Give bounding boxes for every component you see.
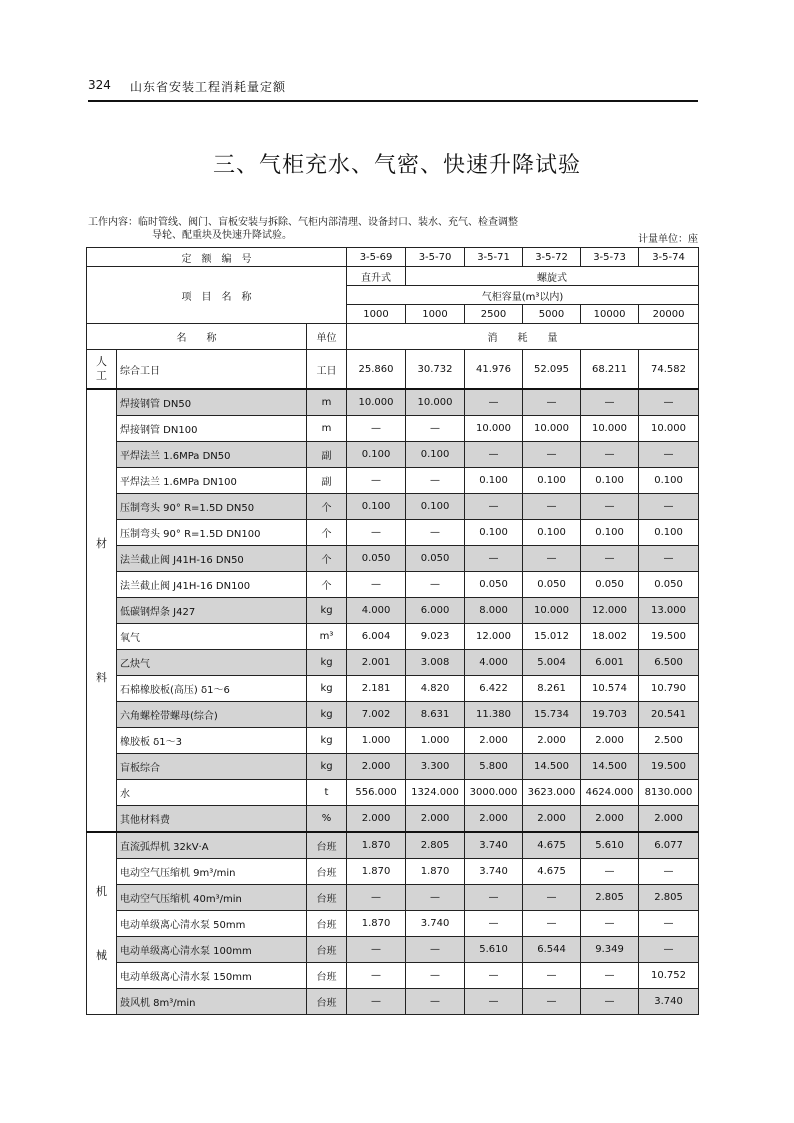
value-cell: 20.541 [639,702,699,728]
value-cell: 0.100 [347,442,406,468]
unit-header: 单位 [307,324,347,350]
value-cell: 41.976 [465,350,523,390]
page-number: 324 [88,78,111,92]
value-cell: 1.870 [347,859,406,885]
item-name: 电动单级离心清水泵 150mm [117,963,307,989]
value-cell: 1324.000 [406,780,465,806]
value-cell: 2.805 [581,885,639,911]
value-cell: 6.500 [639,650,699,676]
item-unit: 台班 [307,832,347,859]
item-name: 氧气 [117,624,307,650]
capacity-value: 10000 [581,305,639,324]
machine-row [87,989,699,1015]
item-name: 法兰截止阀 J41H-16 DN50 [117,546,307,572]
value-cell: — [406,963,465,989]
value-cell: 10.000 [465,416,523,442]
capacity-value: 1000 [347,305,406,324]
value-cell: 6.004 [347,624,406,650]
quota-table [86,247,699,1015]
material-row [87,806,699,833]
value-cell: 6.544 [523,937,581,963]
item-unit: 个 [307,520,347,546]
quota-code: 3-5-74 [639,248,699,267]
value-cell: 10.574 [581,676,639,702]
category-labor [87,350,117,390]
item-unit: 个 [307,572,347,598]
value-cell: 14.500 [581,754,639,780]
item-name: 其他材料费 [117,806,307,833]
item-unit: 台班 [307,989,347,1015]
value-cell: 14.500 [523,754,581,780]
item-name: 焊接钢管 DN100 [117,416,307,442]
type-straight: 直升式 [347,267,406,286]
value-cell: 0.100 [639,468,699,494]
item-name: 平焊法兰 1.6MPa DN50 [117,442,307,468]
machine-row [87,859,699,885]
value-cell: — [581,963,639,989]
item-unit: 台班 [307,963,347,989]
value-cell: 10.000 [639,416,699,442]
value-cell: 1.870 [406,859,465,885]
capacity-value: 1000 [406,305,465,324]
value-cell: 15.012 [523,624,581,650]
value-cell: — [639,442,699,468]
value-cell: 2.500 [639,728,699,754]
value-cell: 68.211 [581,350,639,390]
labor-row [87,350,699,390]
item-name: 橡胶板 δ1～3 [117,728,307,754]
item-name: 电动单级离心清水泵 50mm [117,911,307,937]
value-cell: — [406,989,465,1015]
value-cell: 5.610 [465,937,523,963]
value-cell: 1.870 [347,832,406,859]
value-cell: 9.349 [581,937,639,963]
item-name: 盲板综合 [117,754,307,780]
value-cell: 0.050 [639,572,699,598]
value-cell: 0.100 [581,520,639,546]
value-cell: — [347,468,406,494]
section-title: 三、气柜充水、气密、快速升降试验 [212,153,581,178]
item-name: 直流弧焊机 32kV·A [117,832,307,859]
page-header [88,70,698,102]
value-cell: — [639,859,699,885]
item-name: 压制弯头 90° R=1.5D DN50 [117,494,307,520]
material-row [87,754,699,780]
value-cell: 7.002 [347,702,406,728]
value-cell: 8.261 [523,676,581,702]
type-row [87,267,699,286]
quota-code: 3-5-69 [347,248,406,267]
material-row [87,389,699,416]
value-cell: 0.100 [347,494,406,520]
value-cell: 0.100 [465,520,523,546]
value-cell: 0.100 [406,442,465,468]
machine-row [87,911,699,937]
item-unit: t [307,780,347,806]
value-cell: 0.050 [581,572,639,598]
value-cell: — [581,911,639,937]
material-row [87,624,699,650]
item-unit: 台班 [307,885,347,911]
item-name: 低碳钢焊条 J427 [117,598,307,624]
item-unit: kg [307,598,347,624]
value-cell: 0.050 [465,572,523,598]
value-cell: — [523,885,581,911]
material-row [87,416,699,442]
value-cell: — [465,963,523,989]
work-content [88,216,698,242]
value-cell: 15.734 [523,702,581,728]
value-cell: 18.002 [581,624,639,650]
material-row [87,468,699,494]
category-machine [87,832,117,1015]
item-name: 焊接钢管 DN50 [117,389,307,416]
value-cell: 3.740 [406,911,465,937]
item-unit: 台班 [307,937,347,963]
value-cell: 52.095 [523,350,581,390]
value-cell: 19.500 [639,624,699,650]
value-cell: — [347,520,406,546]
value-cell: — [523,494,581,520]
value-cell: — [639,494,699,520]
item-name: 水 [117,780,307,806]
value-cell: 3.740 [465,832,523,859]
item-unit: m [307,416,347,442]
value-cell: — [581,494,639,520]
value-cell: — [406,520,465,546]
item-name: 六角螺栓带螺母(综合) [117,702,307,728]
value-cell: — [639,546,699,572]
value-cell: 4.000 [347,598,406,624]
item-unit: m³ [307,624,347,650]
value-cell: — [465,885,523,911]
item-name: 电动单级离心清水泵 100mm [117,937,307,963]
value-cell: 30.732 [406,350,465,390]
value-cell: — [523,546,581,572]
value-cell: 4.820 [406,676,465,702]
value-cell: — [523,911,581,937]
value-cell: 8.631 [406,702,465,728]
value-cell: 10.000 [347,389,406,416]
item-unit: m [307,389,347,416]
value-cell: — [347,963,406,989]
value-cell: 0.050 [523,572,581,598]
value-cell: — [523,963,581,989]
value-cell: 2.000 [465,728,523,754]
item-unit: % [307,806,347,833]
value-cell: 3000.000 [465,780,523,806]
value-cell: 0.050 [406,546,465,572]
value-cell: 4.675 [523,859,581,885]
item-name-label: 项 目 名 称 [87,267,347,324]
item-unit: 副 [307,468,347,494]
value-cell: — [406,885,465,911]
item-unit: 个 [307,546,347,572]
value-cell: — [581,546,639,572]
value-cell: — [639,911,699,937]
value-cell: 6.001 [581,650,639,676]
value-cell: 0.100 [465,468,523,494]
item-unit: kg [307,728,347,754]
item-unit: 台班 [307,911,347,937]
item-name: 乙炔气 [117,650,307,676]
value-cell: — [406,572,465,598]
item-name: 石棉橡胶板(高压) δ1～6 [117,676,307,702]
value-cell: 8130.000 [639,780,699,806]
work-content-line-2: 导轮、配重块及快速升降试验。 [152,230,292,241]
value-cell: — [465,989,523,1015]
quota-code: 3-5-71 [465,248,523,267]
value-cell: 19.703 [581,702,639,728]
column-header-row [87,324,699,350]
value-cell: 3.740 [465,859,523,885]
value-cell: — [523,989,581,1015]
value-cell: — [465,389,523,416]
material-row [87,546,699,572]
item-name: 平焊法兰 1.6MPa DN100 [117,468,307,494]
value-cell: 3623.000 [523,780,581,806]
value-cell: — [581,389,639,416]
material-row [87,728,699,754]
item-name: 电动空气压缩机 40m³/min [117,885,307,911]
value-cell: 2.000 [347,806,406,833]
value-cell: 9.023 [406,624,465,650]
item-name: 压制弯头 90° R=1.5D DN100 [117,520,307,546]
material-row [87,494,699,520]
item-unit: 副 [307,442,347,468]
item-unit: kg [307,754,347,780]
item-name: 法兰截止阀 J41H-16 DN100 [117,572,307,598]
value-cell: 2.000 [406,806,465,833]
unit-label: 计量单位：座 [638,234,698,245]
name-header: 名 称 [87,324,307,350]
value-cell: — [581,442,639,468]
value-cell: 4624.000 [581,780,639,806]
value-cell: — [639,389,699,416]
machine-row [87,963,699,989]
value-cell: 0.100 [406,494,465,520]
value-cell: — [523,442,581,468]
material-row [87,702,699,728]
value-cell: 10.000 [406,389,465,416]
category-char: 工 [96,369,107,382]
work-content-line-1: 工作内容：临时管线、阀门、盲板安装与拆除、气柜内部清理、设备封口、装水、充气、检查调整 [88,217,518,228]
value-cell: 11.380 [465,702,523,728]
item-unit: kg [307,702,347,728]
item-name: 电动空气压缩机 9m³/min [117,859,307,885]
value-cell: 2.000 [523,806,581,833]
item-unit: 工日 [307,350,347,390]
material-row [87,442,699,468]
value-cell: 3.300 [406,754,465,780]
material-row [87,650,699,676]
quota-code-label: 定 额 编 号 [87,248,347,267]
machine-row [87,937,699,963]
value-cell: 10.000 [581,416,639,442]
value-cell: 4.000 [465,650,523,676]
value-cell: 2.000 [347,754,406,780]
value-cell: — [639,937,699,963]
value-cell: 6.077 [639,832,699,859]
value-cell: — [581,989,639,1015]
value-cell: — [406,468,465,494]
value-cell: 3.740 [639,989,699,1015]
value-cell: 2.001 [347,650,406,676]
item-unit: 台班 [307,859,347,885]
value-cell: — [347,937,406,963]
capacity-label: 气柜容量(m³以内) [347,286,699,305]
quota-code: 3-5-73 [581,248,639,267]
value-cell: 4.675 [523,832,581,859]
value-cell: 19.500 [639,754,699,780]
value-cell: 0.050 [347,546,406,572]
value-cell: — [465,911,523,937]
value-cell: — [523,389,581,416]
value-cell: — [347,416,406,442]
value-cell: 6.000 [406,598,465,624]
quota-code: 3-5-70 [406,248,465,267]
value-cell: 0.100 [639,520,699,546]
value-cell: — [581,859,639,885]
category-material [87,389,117,832]
value-cell: 1.000 [406,728,465,754]
value-cell: 2.000 [581,806,639,833]
material-row [87,780,699,806]
value-cell: — [465,442,523,468]
value-cell: 10.752 [639,963,699,989]
type-spiral: 螺旋式 [406,267,699,286]
book-title: 山东省安装工程消耗量定额 [130,80,287,94]
value-cell: 10.000 [523,598,581,624]
value-cell: 1.870 [347,911,406,937]
material-row [87,676,699,702]
capacity-value: 2500 [465,305,523,324]
value-cell: 1.000 [347,728,406,754]
value-cell: — [406,937,465,963]
category-char: 材 [96,536,107,550]
value-cell: 2.181 [347,676,406,702]
category-char: 料 [96,670,107,684]
value-cell: 74.582 [639,350,699,390]
value-cell: 3.008 [406,650,465,676]
category-char: 人 [96,355,107,368]
value-cell: 2.805 [639,885,699,911]
value-cell: 12.000 [581,598,639,624]
value-cell: — [347,989,406,1015]
value-cell: 2.000 [523,728,581,754]
value-cell: 0.100 [581,468,639,494]
consumption-header: 消 耗 量 [347,324,699,350]
value-cell: 2.000 [465,806,523,833]
value-cell: 10.000 [523,416,581,442]
material-row [87,572,699,598]
machine-row [87,832,699,859]
material-row [87,520,699,546]
capacity-value: 20000 [639,305,699,324]
item-name: 鼓风机 8m³/min [117,989,307,1015]
value-cell: 2.805 [406,832,465,859]
value-cell: 0.100 [523,468,581,494]
value-cell: — [406,416,465,442]
capacity-value: 5000 [523,305,581,324]
value-cell: 2.000 [581,728,639,754]
machine-row [87,885,699,911]
item-unit: 个 [307,494,347,520]
value-cell: 0.100 [523,520,581,546]
value-cell: 5.800 [465,754,523,780]
item-name: 综合工日 [117,350,307,390]
value-cell: 5.610 [581,832,639,859]
category-char: 械 [96,948,107,962]
value-cell: 8.000 [465,598,523,624]
item-unit: kg [307,676,347,702]
value-cell: 12.000 [465,624,523,650]
material-row [87,598,699,624]
value-cell: 10.790 [639,676,699,702]
category-char: 机 [96,884,107,898]
value-cell: 5.004 [523,650,581,676]
quota-code-row [87,248,699,267]
value-cell: 2.000 [639,806,699,833]
quota-code: 3-5-72 [523,248,581,267]
item-unit: kg [307,650,347,676]
quota-table-body [87,248,699,1015]
value-cell: 6.422 [465,676,523,702]
value-cell: 556.000 [347,780,406,806]
value-cell: — [347,572,406,598]
value-cell: — [465,546,523,572]
value-cell: — [465,494,523,520]
value-cell: 25.860 [347,350,406,390]
value-cell: 13.000 [639,598,699,624]
value-cell: — [347,885,406,911]
